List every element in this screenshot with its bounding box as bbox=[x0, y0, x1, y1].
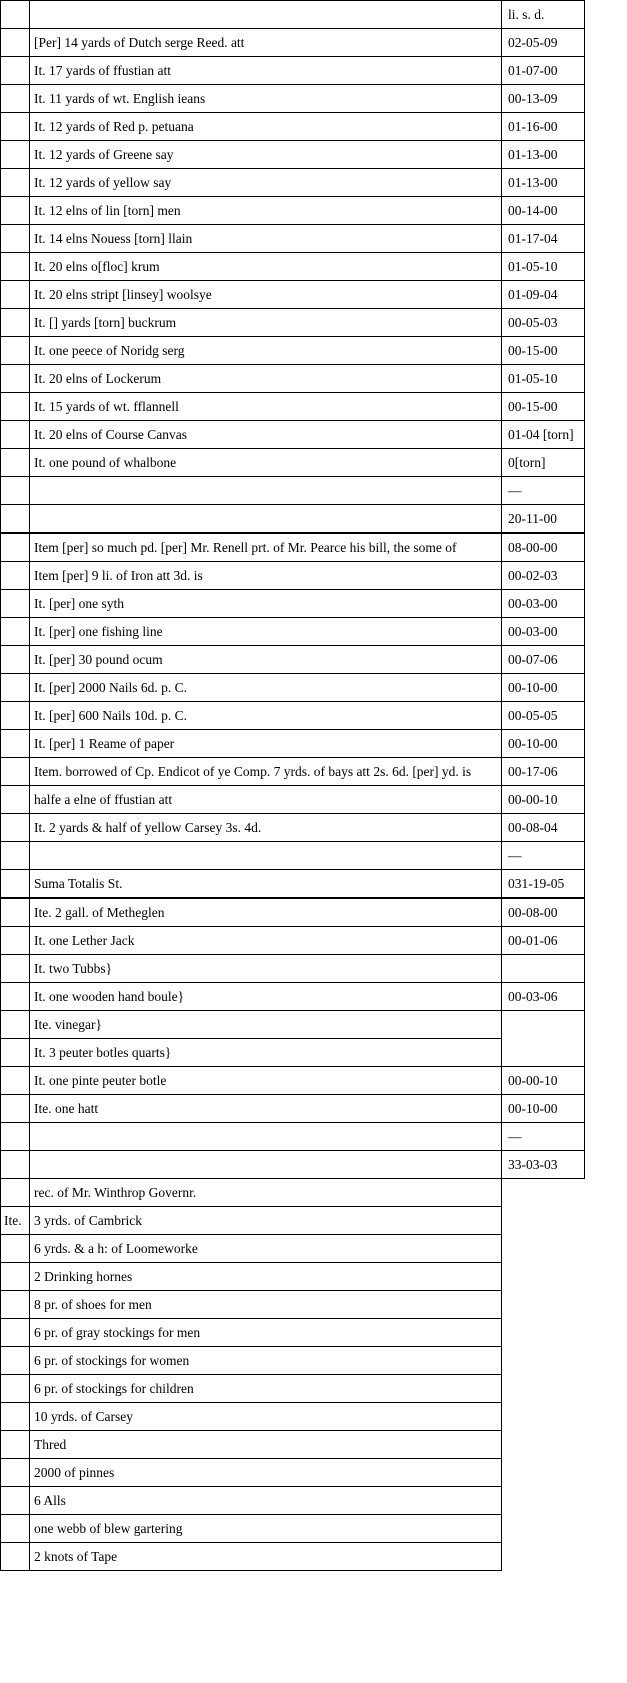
row-prefix bbox=[1, 590, 30, 618]
ledger-row bbox=[1, 337, 585, 365]
row-amount: 01-07-00 bbox=[502, 57, 585, 85]
row-prefix bbox=[1, 29, 30, 57]
ledger-row bbox=[1, 562, 585, 590]
row-prefix bbox=[1, 1543, 30, 1571]
ledger-row bbox=[1, 1459, 585, 1487]
row-amount: 00-00-10 bbox=[502, 786, 585, 814]
row-item: It. 12 elns of lin [torn] men bbox=[30, 197, 502, 225]
row-item: It. two Tubbs} bbox=[30, 955, 502, 983]
row-item: Suma Totalis St. bbox=[30, 870, 502, 899]
row-amount: 00-03-00 bbox=[502, 590, 585, 618]
row-item: It. 12 yards of Red p. petuana bbox=[30, 113, 502, 141]
row-amount: 00-13-09 bbox=[502, 85, 585, 113]
row-item: It. [per] one fishing line bbox=[30, 618, 502, 646]
row-amount bbox=[502, 1515, 585, 1543]
row-item: 6 Alls bbox=[30, 1487, 502, 1515]
ledger-row bbox=[1, 281, 585, 309]
row-amount: 01-05-10 bbox=[502, 365, 585, 393]
row-item bbox=[30, 1123, 502, 1151]
row-prefix bbox=[1, 1011, 30, 1039]
row-item: Item [per] 9 li. of Iron att 3d. is bbox=[30, 562, 502, 590]
row-amount: 00-10-00 bbox=[502, 674, 585, 702]
row-amount: 00-15-00 bbox=[502, 393, 585, 421]
row-prefix bbox=[1, 113, 30, 141]
row-item: 2000 of pinnes bbox=[30, 1459, 502, 1487]
row-prefix bbox=[1, 702, 30, 730]
ledger-row bbox=[1, 730, 585, 758]
ledger-row bbox=[1, 898, 585, 927]
row-amount: 01-09-04 bbox=[502, 281, 585, 309]
row-amount bbox=[502, 1319, 585, 1347]
row-item bbox=[30, 505, 502, 534]
row-item bbox=[30, 477, 502, 505]
row-amount: 00-10-00 bbox=[502, 730, 585, 758]
ledger-row bbox=[1, 533, 585, 562]
row-amount bbox=[502, 1431, 585, 1459]
row-prefix bbox=[1, 646, 30, 674]
ledger-row bbox=[1, 1431, 585, 1459]
ledger-row bbox=[1, 927, 585, 955]
ledger-row bbox=[1, 365, 585, 393]
row-item: Item. borrowed of Cp. Endicot of ye Comp. 7 yrds. of bays att 2s. 6d. [per] yd. is bbox=[30, 758, 502, 786]
ledger-row bbox=[1, 1011, 585, 1039]
row-amount bbox=[502, 1347, 585, 1375]
row-prefix bbox=[1, 870, 30, 899]
row-item: It. one pound of whalbone bbox=[30, 449, 502, 477]
ledger-row bbox=[1, 1515, 585, 1543]
row-item: 2 Drinking hornes bbox=[30, 1263, 502, 1291]
ledger-row bbox=[1, 1347, 585, 1375]
ledger-body bbox=[1, 1, 585, 1571]
row-amount: 00-15-00 bbox=[502, 337, 585, 365]
row-item: rec. of Mr. Winthrop Governr. bbox=[30, 1179, 502, 1207]
row-amount: 08-00-00 bbox=[502, 533, 585, 562]
row-prefix bbox=[1, 141, 30, 169]
row-item: Ite. vinegar} bbox=[30, 1011, 502, 1039]
row-prefix bbox=[1, 1431, 30, 1459]
row-prefix bbox=[1, 674, 30, 702]
row-prefix bbox=[1, 618, 30, 646]
ledger-row bbox=[1, 1263, 585, 1291]
row-item: It. one peece of Noridg serg bbox=[30, 337, 502, 365]
row-amount bbox=[502, 1487, 585, 1515]
ledger-row bbox=[1, 225, 585, 253]
row-prefix bbox=[1, 393, 30, 421]
row-item: 6 pr. of gray stockings for men bbox=[30, 1319, 502, 1347]
row-item: It. 11 yards of wt. English ieans bbox=[30, 85, 502, 113]
row-amount bbox=[502, 1039, 585, 1067]
ledger-row bbox=[1, 955, 585, 983]
ledger-row bbox=[1, 393, 585, 421]
row-amount: 00-05-05 bbox=[502, 702, 585, 730]
row-amount: 20-11-00 bbox=[502, 505, 585, 534]
row-prefix bbox=[1, 1, 30, 29]
ledger-row bbox=[1, 505, 585, 534]
row-item: It. 20 elns o[floc] krum bbox=[30, 253, 502, 281]
row-item: It. 3 peuter botles quarts} bbox=[30, 1039, 502, 1067]
row-item bbox=[30, 1151, 502, 1179]
row-item: It. 14 elns Nouess [torn] llain bbox=[30, 225, 502, 253]
row-prefix bbox=[1, 477, 30, 505]
row-prefix bbox=[1, 421, 30, 449]
row-amount: 00-05-03 bbox=[502, 309, 585, 337]
ledger-row bbox=[1, 1123, 585, 1151]
row-item: 6 pr. of stockings for children bbox=[30, 1375, 502, 1403]
row-item: Ite. one hatt bbox=[30, 1095, 502, 1123]
ledger-row bbox=[1, 1235, 585, 1263]
row-amount bbox=[502, 955, 585, 983]
row-item: It. [per] 1 Reame of paper bbox=[30, 730, 502, 758]
row-item: It. 2 yards & half of yellow Carsey 3s. 4d. bbox=[30, 814, 502, 842]
row-prefix bbox=[1, 1263, 30, 1291]
row-item: 10 yrds. of Carsey bbox=[30, 1403, 502, 1431]
row-prefix bbox=[1, 337, 30, 365]
row-amount: 00-08-00 bbox=[502, 898, 585, 927]
row-amount: — bbox=[502, 477, 585, 505]
row-amount: 00-17-06 bbox=[502, 758, 585, 786]
row-item: It. 20 elns of Course Canvas bbox=[30, 421, 502, 449]
row-amount: 00-00-10 bbox=[502, 1067, 585, 1095]
row-prefix bbox=[1, 1515, 30, 1543]
row-item: one webb of blew gartering bbox=[30, 1515, 502, 1543]
row-amount bbox=[502, 1375, 585, 1403]
row-amount: 00-10-00 bbox=[502, 1095, 585, 1123]
row-prefix bbox=[1, 1375, 30, 1403]
row-amount bbox=[502, 1459, 585, 1487]
ledger-row bbox=[1, 842, 585, 870]
ledger-row bbox=[1, 449, 585, 477]
row-prefix bbox=[1, 449, 30, 477]
row-prefix bbox=[1, 786, 30, 814]
row-prefix bbox=[1, 955, 30, 983]
ledger-row bbox=[1, 870, 585, 899]
row-prefix bbox=[1, 1403, 30, 1431]
row-amount bbox=[502, 1403, 585, 1431]
row-prefix bbox=[1, 1487, 30, 1515]
row-amount bbox=[502, 1011, 585, 1039]
ledger-row bbox=[1, 309, 585, 337]
row-item: It. [per] 600 Nails 10d. p. C. bbox=[30, 702, 502, 730]
ledger-row bbox=[1, 1179, 585, 1207]
row-amount: — bbox=[502, 842, 585, 870]
ledger-row bbox=[1, 1207, 585, 1235]
row-prefix bbox=[1, 1459, 30, 1487]
row-prefix bbox=[1, 1347, 30, 1375]
row-amount bbox=[502, 1179, 585, 1207]
ledger-row bbox=[1, 477, 585, 505]
ledger-row bbox=[1, 57, 585, 85]
row-item: It. [per] 2000 Nails 6d. p. C. bbox=[30, 674, 502, 702]
row-amount: 00-02-03 bbox=[502, 562, 585, 590]
row-amount: 02-05-09 bbox=[502, 29, 585, 57]
ledger-row bbox=[1, 702, 585, 730]
row-amount: 00-03-06 bbox=[502, 983, 585, 1011]
ledger-row bbox=[1, 618, 585, 646]
row-item: 6 pr. of stockings for women bbox=[30, 1347, 502, 1375]
ledger-row bbox=[1, 1067, 585, 1095]
ledger-row bbox=[1, 1, 585, 29]
ledger-row bbox=[1, 29, 585, 57]
row-item: 3 yrds. of Cambrick bbox=[30, 1207, 502, 1235]
row-item: 6 yrds. & a h: of Loomeworke bbox=[30, 1235, 502, 1263]
row-amount bbox=[502, 1235, 585, 1263]
row-item: It. 12 yards of yellow say bbox=[30, 169, 502, 197]
row-item: It. 20 elns of Lockerum bbox=[30, 365, 502, 393]
ledger-row bbox=[1, 1291, 585, 1319]
row-prefix bbox=[1, 898, 30, 927]
ledger-row bbox=[1, 1543, 585, 1571]
ledger-row bbox=[1, 590, 585, 618]
row-prefix bbox=[1, 85, 30, 113]
row-prefix bbox=[1, 225, 30, 253]
row-amount: 00-08-04 bbox=[502, 814, 585, 842]
row-prefix bbox=[1, 758, 30, 786]
row-amount bbox=[502, 1543, 585, 1571]
ledger-row bbox=[1, 169, 585, 197]
row-prefix bbox=[1, 57, 30, 85]
ledger-row bbox=[1, 141, 585, 169]
amount-header: li. s. d. bbox=[502, 1, 585, 29]
row-item: It. one Lether Jack bbox=[30, 927, 502, 955]
ledger-row bbox=[1, 814, 585, 842]
row-prefix bbox=[1, 562, 30, 590]
ledger-row bbox=[1, 646, 585, 674]
row-amount: 00-01-06 bbox=[502, 927, 585, 955]
ledger-row bbox=[1, 983, 585, 1011]
row-prefix bbox=[1, 1039, 30, 1067]
ledger-row bbox=[1, 1039, 585, 1067]
row-prefix bbox=[1, 1235, 30, 1263]
row-prefix bbox=[1, 927, 30, 955]
ledger-row bbox=[1, 758, 585, 786]
row-amount: 0[torn] bbox=[502, 449, 585, 477]
row-prefix bbox=[1, 169, 30, 197]
row-item: It. 12 yards of Greene say bbox=[30, 141, 502, 169]
row-prefix bbox=[1, 983, 30, 1011]
row-prefix bbox=[1, 505, 30, 534]
ledger-row bbox=[1, 1095, 585, 1123]
row-prefix bbox=[1, 253, 30, 281]
row-item: It. one wooden hand boule} bbox=[30, 983, 502, 1011]
row-prefix bbox=[1, 281, 30, 309]
row-prefix bbox=[1, 1067, 30, 1095]
ledger-row bbox=[1, 674, 585, 702]
ledger-row bbox=[1, 1375, 585, 1403]
row-item: Item [per] so much pd. [per] Mr. Renell prt. of Mr. Pearce his bill, the some of bbox=[30, 533, 502, 562]
ledger-row bbox=[1, 1487, 585, 1515]
row-amount: 01-13-00 bbox=[502, 141, 585, 169]
row-amount: 00-07-06 bbox=[502, 646, 585, 674]
ledger-row bbox=[1, 113, 585, 141]
row-amount: 00-03-00 bbox=[502, 618, 585, 646]
row-prefix bbox=[1, 1151, 30, 1179]
row-prefix bbox=[1, 1179, 30, 1207]
row-item: It. [] yards [torn] buckrum bbox=[30, 309, 502, 337]
row-item: It. 15 yards of wt. fflannell bbox=[30, 393, 502, 421]
row-item: It. 17 yards of ffustian att bbox=[30, 57, 502, 85]
row-prefix bbox=[1, 533, 30, 562]
row-amount: 031-19-05 bbox=[502, 870, 585, 899]
row-prefix bbox=[1, 814, 30, 842]
row-prefix bbox=[1, 1319, 30, 1347]
row-item: Thred bbox=[30, 1431, 502, 1459]
row-amount: 01-04 [torn] bbox=[502, 421, 585, 449]
ledger-row bbox=[1, 1403, 585, 1431]
ledger-row bbox=[1, 85, 585, 113]
row-item: It. [per] one syth bbox=[30, 590, 502, 618]
row-amount: 01-16-00 bbox=[502, 113, 585, 141]
row-item: Ite. 2 gall. of Metheglen bbox=[30, 898, 502, 927]
ledger-row bbox=[1, 786, 585, 814]
ledger-row bbox=[1, 421, 585, 449]
row-amount bbox=[502, 1207, 585, 1235]
row-item: 8 pr. of shoes for men bbox=[30, 1291, 502, 1319]
row-amount: 01-17-04 bbox=[502, 225, 585, 253]
row-item bbox=[30, 842, 502, 870]
row-prefix bbox=[1, 1123, 30, 1151]
ledger-row bbox=[1, 1151, 585, 1179]
row-amount: 00-14-00 bbox=[502, 197, 585, 225]
row-prefix bbox=[1, 365, 30, 393]
row-item: It. one pinte peuter botle bbox=[30, 1067, 502, 1095]
row-prefix bbox=[1, 1291, 30, 1319]
row-item: It. 20 elns stript [linsey] woolsye bbox=[30, 281, 502, 309]
ledger-row bbox=[1, 197, 585, 225]
row-item: It. [per] 30 pound ocum bbox=[30, 646, 502, 674]
row-prefix: Ite. bbox=[1, 1207, 30, 1235]
row-amount bbox=[502, 1263, 585, 1291]
row-item: halfe a elne of ffustian att bbox=[30, 786, 502, 814]
row-amount: — bbox=[502, 1123, 585, 1151]
row-prefix bbox=[1, 730, 30, 758]
row-prefix bbox=[1, 1095, 30, 1123]
row-amount: 01-05-10 bbox=[502, 253, 585, 281]
row-prefix bbox=[1, 842, 30, 870]
ledger-row bbox=[1, 1319, 585, 1347]
ledger-row bbox=[1, 253, 585, 281]
row-amount: 01-13-00 bbox=[502, 169, 585, 197]
row-amount: 33-03-03 bbox=[502, 1151, 585, 1179]
row-item: 2 knots of Tape bbox=[30, 1543, 502, 1571]
row-item: [Per] 14 yards of Dutch serge Reed. att bbox=[30, 29, 502, 57]
row-item bbox=[30, 1, 502, 29]
row-prefix bbox=[1, 197, 30, 225]
row-amount bbox=[502, 1291, 585, 1319]
row-prefix bbox=[1, 309, 30, 337]
